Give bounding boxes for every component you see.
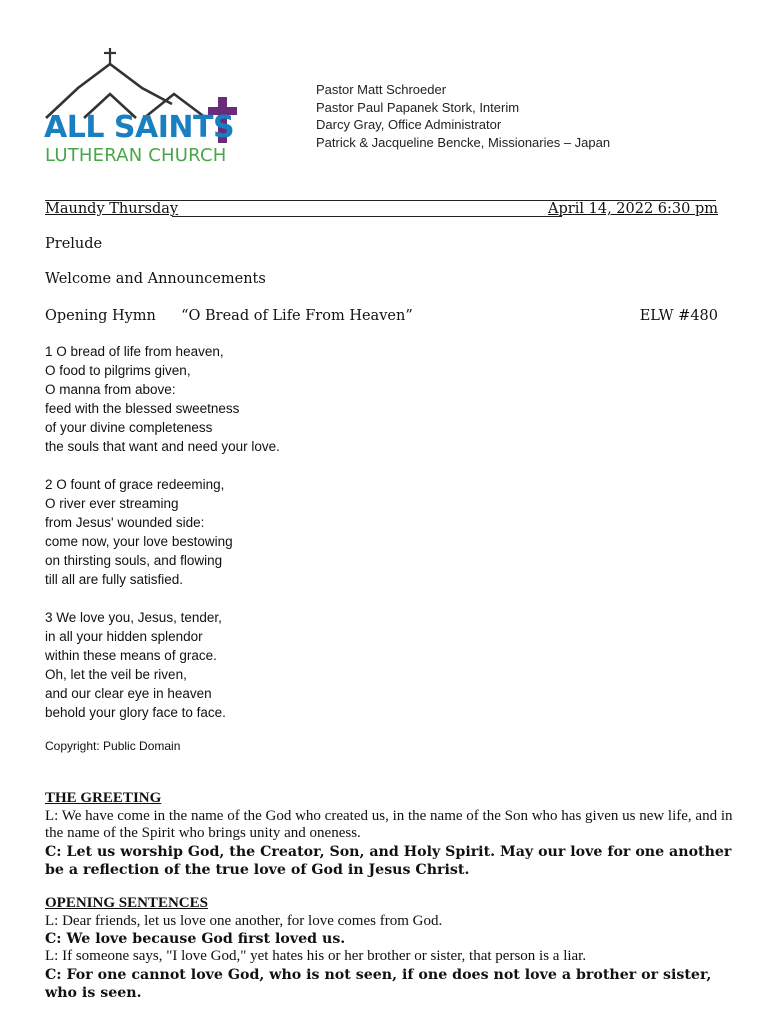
verse-line: behold your glory face to face. [45, 705, 226, 720]
hymn-line [45, 308, 413, 324]
staff-line: Pastor Paul Papanek Stork, Interim [316, 99, 520, 115]
church-logo [44, 44, 254, 174]
hymn-reference: ELW #480 [639, 308, 718, 324]
verse-line: come now, your love bestowing [45, 534, 233, 549]
hymn-verse [45, 608, 226, 722]
staff-line: Darcy Gray, Office Administrator [316, 117, 502, 132]
hymn-verse [45, 475, 233, 589]
verse-line: 1 O bread of life from heaven, [45, 344, 224, 359]
verse-line: within these means of grace. [45, 648, 217, 663]
verse-line: feed with the blessed sweetness [45, 401, 240, 416]
verse-line: Oh, let the veil be riven, [45, 667, 187, 682]
logo-subtitle: LUTHERAN CHURCH [45, 145, 227, 166]
congregation-line: C: We love because God first loved us. [45, 931, 346, 948]
hymn-verse [45, 342, 280, 456]
section-heading: OPENING SENTENCES [45, 895, 208, 911]
staff-line: Patrick & Jacqueline Bencke, Missionaries – Japan [316, 134, 611, 150]
service-date: April 14, 2022 6:30 pm [548, 201, 718, 217]
staff-line: Pastor Matt Schroeder [316, 82, 447, 97]
copyright-note: Copyright: Public Domain [45, 739, 181, 753]
hymn-title: “O Bread of Life From Heaven” [181, 308, 413, 324]
greeting-section [45, 790, 735, 879]
congregation-line: C: Let us worship God, the Creator, Son, and Holy Spirit. May our love for one another be a reflection of the true love of God in Jesus Christ. [45, 844, 732, 879]
verse-line: O manna from above: [45, 382, 176, 397]
opening-sentences-section [45, 895, 735, 1002]
section-heading: THE GREETING [45, 790, 162, 806]
congregation-line: C: For one cannot love God, who is not seen, if one does not love a brother or sister, who is seen. [45, 967, 712, 1002]
staff-list [316, 81, 610, 151]
verse-line: and our clear eye in heaven [45, 686, 212, 701]
leader-line: L: Dear friends, let us love one another, for love comes from God. [45, 912, 443, 929]
verse-line: O river ever streaming [45, 496, 179, 511]
verse-line: from Jesus' wounded side: [45, 515, 205, 530]
date-underline [172, 216, 562, 217]
verse-line: on thirsting souls, and flowing [45, 553, 223, 568]
verse-line: 2 O fount of grace redeeming, [45, 477, 225, 492]
verse-line: till all are fully satisfied. [45, 572, 184, 587]
leader-line: L: If someone says, "I love God," yet hates his or her brother or sister, that person is a liar. [45, 948, 587, 965]
prelude: Prelude [45, 236, 103, 252]
service-title: Maundy Thursday [45, 201, 179, 217]
hymn-label: Opening Hymn [45, 308, 156, 324]
verse-line: in all your hidden splendor [45, 629, 203, 644]
welcome: Welcome and Announcements [45, 271, 266, 287]
verse-line: of your divine completeness [45, 420, 213, 435]
verse-line: 3 We love you, Jesus, tender, [45, 610, 222, 625]
verse-line: O food to pilgrims given, [45, 363, 191, 378]
logo-name: ALL SAINTS [44, 110, 235, 145]
verse-line: the souls that want and need your love. [45, 439, 280, 454]
leader-line: L: We have come in the name of the God who created us, in the name of the Son who has given us new life, and in the name of the Spirit who brings unity and oneness. [45, 807, 733, 842]
